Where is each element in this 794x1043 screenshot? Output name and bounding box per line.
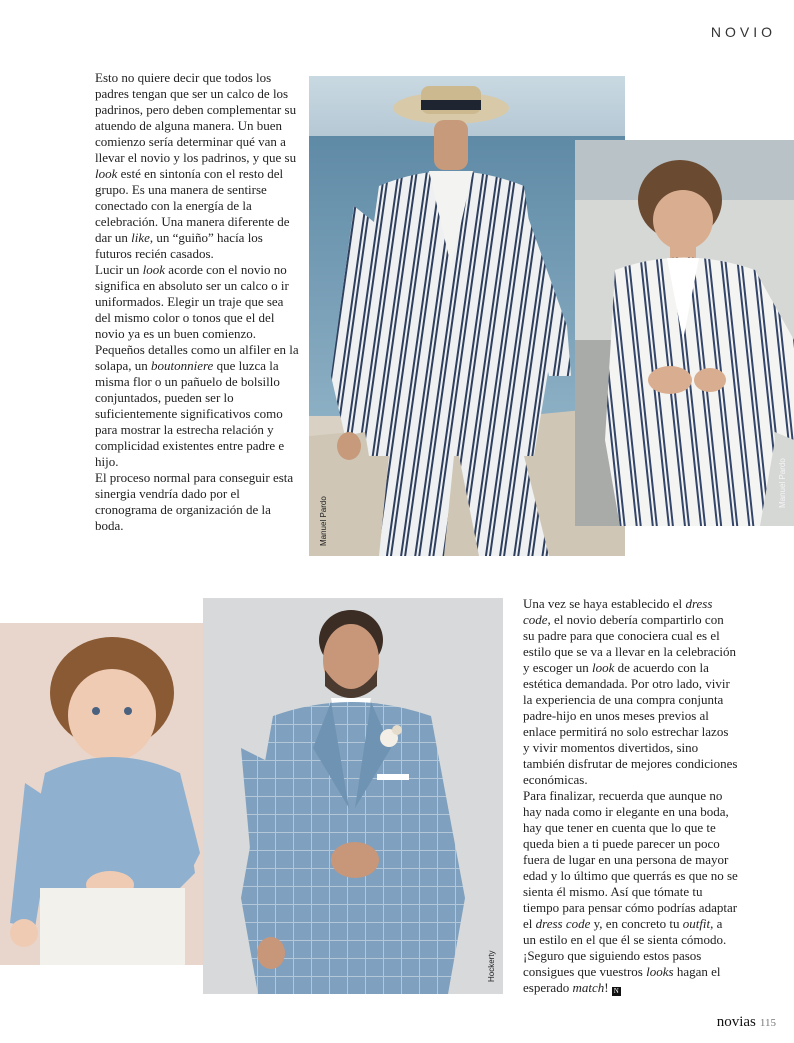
body-text: , el novio debería compartirlo con su padre para que conociera cual es el estilo que se va a llevar en la celebración y escoger un	[523, 612, 736, 675]
emphasis-text: look	[591, 660, 615, 675]
body-text: acorde con el novio no significa en absoluto ser un calco o ir uniformados. Elegir un traje que sea del mismo color o tonos que el del novio ya es un buen comienzo. Pequeños detalles como un alfiler en la solapa, un	[95, 262, 299, 373]
article-column-2	[523, 596, 738, 996]
photo-credit-2: Manuel Pardo	[778, 458, 787, 508]
column1-paragraph-2	[95, 262, 300, 470]
body-text: de acuerdo con la estética demandada. Por otro lado, vivir la experiencia de una compra conjunta padre-hijo en unos meses previos al enlace permitirá no solo estrechar lazos y vivir momentos divertidos, sino también disfrutar de mejores condiciones económicas.	[523, 660, 738, 787]
emphasis-text: dress code	[535, 916, 591, 931]
body-text: Para finalizar, recuerda que aunque no hay nada como ir elegante en una boda, hay que tener en cuenta que lo que te queda bien a ti puede parecer un poco fuera de lugar en una persona de mayor edad y lo último que querrás es que no se sienta él mismo. Así que tómate tu tiempo para pensar cómo podrías adaptar el	[523, 788, 738, 931]
emphasis-text: match	[572, 980, 605, 995]
photo-boy-striped-suit	[575, 140, 794, 526]
photo-boy-striped-suit-image	[575, 140, 794, 526]
body-text: y, en concreto tu	[590, 916, 683, 931]
body-text: que luzca la misma flor o un pañuelo de bolsillo conjuntados, pueden ser lo suficientemente significativos como para mostrar la estrecha relación y complicidad existentes entre padre e hijo.	[95, 358, 285, 469]
article-column-1	[95, 70, 300, 534]
end-of-article-mark: N	[613, 987, 619, 995]
body-text: Esto no quiere decir que todos los padres tengan que ser un calco de los padrinos, pero deben complementar su atuendo de alguna manera. Un buen comienzo sería determinar qué van a llevar el novio y los padrinos, y que su	[95, 70, 297, 165]
emphasis-text: look	[142, 262, 166, 277]
emphasis-text: look	[95, 166, 118, 181]
body-text: hagan el esperado	[523, 964, 721, 995]
photo-man-blue-check-suit-image	[203, 598, 503, 994]
body-text: Lucir un	[95, 262, 143, 277]
body-text: esté en sintonía con el resto del grupo. Es una manera de sentirse conectado con la energía de la celebración. Una manera diferente de dar un	[95, 166, 290, 245]
emphasis-text: outfit	[682, 916, 711, 931]
page-footer	[717, 1013, 776, 1031]
body-text: , un “guiño” hacía los futuros recién casados.	[95, 230, 263, 261]
column2-paragraph-1	[523, 596, 738, 788]
column2-paragraph-2	[523, 788, 738, 996]
photo-toddler-blue-shirt	[0, 623, 227, 965]
magazine-name: novias	[716, 1014, 756, 1030]
page-number: 115	[759, 1017, 776, 1029]
body-text: , a un estilo en el que él se sienta cómodo. ¡Seguro que siguiendo estos pasos consigues que vuestros	[523, 916, 727, 979]
section-tag: NOVIO	[710, 24, 776, 40]
column1-paragraph-1	[95, 70, 300, 262]
photo-credit-4: Hockerty	[487, 950, 496, 982]
column1-paragraph-3	[95, 470, 300, 534]
emphasis-text: boutonniere	[150, 358, 214, 373]
photo-toddler-blue-shirt-image	[0, 623, 227, 965]
body-text: Una vez se haya establecido el	[523, 596, 686, 611]
body-text: !	[604, 980, 612, 995]
emphasis-text: dress code	[523, 596, 713, 627]
emphasis-text: like	[131, 230, 150, 245]
photo-credit-1: Manuel Pardo	[319, 496, 328, 546]
body-text: El proceso normal para conseguir esta sinergia vendría dado por el cronograma de organización de la boda.	[95, 470, 294, 533]
photo-man-blue-check-suit	[203, 598, 503, 994]
emphasis-text: looks	[646, 964, 674, 979]
